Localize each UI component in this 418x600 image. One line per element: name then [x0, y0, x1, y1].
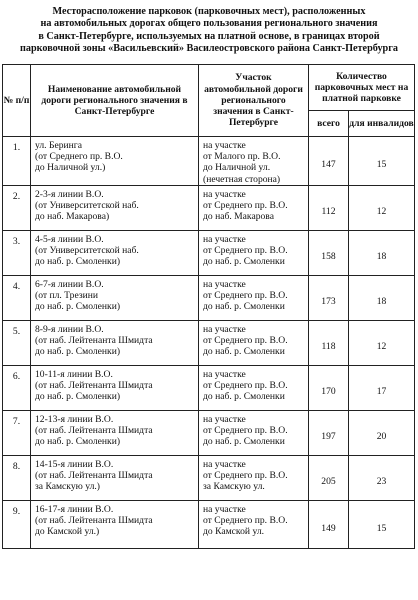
road-name-line: 14-15-я линии В.О. — [35, 458, 114, 470]
road-name-line: ул. Беринга — [35, 140, 82, 151]
road-section — [199, 275, 309, 320]
road-name — [31, 137, 199, 186]
road-section-line: от Среднего пр. В.О. — [203, 515, 288, 527]
document-title — [0, 6, 418, 56]
road-name — [31, 455, 199, 500]
road-section-line: от Среднего пр. В.О. — [203, 470, 288, 482]
row-number: 9. — [3, 500, 31, 548]
row-number: 2. — [3, 185, 31, 230]
road-name — [31, 230, 199, 275]
disabled-spaces: 20 — [349, 410, 415, 455]
road-section-line: (нечетная сторона) — [203, 173, 281, 185]
road-name-line: до наб. р. Смоленки) — [35, 256, 121, 268]
road-name-line: (от пл. Трезини — [35, 290, 99, 302]
title-line: в Санкт-Петербурге, используемых на платной основе, в границах второй — [38, 30, 380, 42]
road-section-line: на участке — [203, 140, 246, 151]
road-name-line: 6-7-я линии В.О. — [35, 278, 104, 290]
road-name — [31, 410, 199, 455]
table-row — [3, 455, 415, 500]
table-row — [3, 230, 415, 275]
road-section-line: за Камскую ул. — [203, 481, 265, 493]
disabled-spaces: 12 — [349, 320, 415, 365]
road-name-line: (от наб. Лейтенанта Шмидта — [35, 380, 153, 392]
road-name-line: 12-13-я линии В.О. — [35, 413, 114, 425]
road-section-line: на участке — [203, 503, 246, 515]
row-number: 5. — [3, 320, 31, 365]
road-name-line: (от наб. Лейтенанта Шмидта — [35, 515, 153, 527]
disabled-spaces: 15 — [349, 500, 415, 548]
road-section — [199, 500, 309, 548]
table-row — [3, 275, 415, 320]
road-section-line: на участке — [203, 188, 246, 200]
header-total: всего — [309, 111, 349, 137]
road-name — [31, 275, 199, 320]
table-row — [3, 137, 415, 186]
road-section-line: до наб. р. Смоленки — [203, 391, 285, 403]
total-spaces: 173 — [309, 275, 349, 320]
road-section — [199, 230, 309, 275]
road-name-line: до наб. р. Смоленки) — [35, 346, 121, 358]
disabled-spaces: 18 — [349, 275, 415, 320]
road-section-line: до Камской ул. — [203, 526, 265, 538]
road-name-line: до Наличной ул.) — [35, 162, 106, 174]
table-row — [3, 410, 415, 455]
row-number: 8. — [3, 455, 31, 500]
road-section-line: от Среднего пр. В.О. — [203, 200, 288, 212]
road-section-line: до наб. р. Смоленки — [203, 346, 285, 358]
road-name-line: (от Среднего пр. В.О. — [35, 151, 123, 163]
disabled-spaces: 12 — [349, 185, 415, 230]
road-section-line: на участке — [203, 278, 246, 290]
road-name-line: (от наб. Лейтенанта Шмидта — [35, 425, 153, 437]
road-name-line: (от Университетской наб. — [35, 200, 139, 212]
road-section — [199, 410, 309, 455]
header-road-section: Участок автомобильной дороги регионального значения в Санкт-Петербурге — [199, 65, 309, 137]
road-name-line: (от наб. Лейтенанта Шмидта — [35, 470, 153, 482]
road-name-line: до наб. р. Смоленки) — [35, 301, 121, 313]
row-number: 3. — [3, 230, 31, 275]
total-spaces: 158 — [309, 230, 349, 275]
header-disabled: для инвалидов — [349, 111, 415, 137]
disabled-spaces: 18 — [349, 230, 415, 275]
total-spaces: 149 — [309, 500, 349, 548]
row-number: 7. — [3, 410, 31, 455]
total-spaces: 112 — [309, 185, 349, 230]
road-name-line: 16-17-я линии В.О. — [35, 503, 114, 515]
total-spaces: 205 — [309, 455, 349, 500]
table-row — [3, 500, 415, 548]
road-name — [31, 365, 199, 410]
road-section — [199, 320, 309, 365]
row-number: 6. — [3, 365, 31, 410]
road-name-line: (от наб. Лейтенанта Шмидта — [35, 335, 153, 347]
title-line: на автомобильных дорогах общего пользования регионального значения — [40, 18, 378, 30]
row-number: 4. — [3, 275, 31, 320]
row-number: 1. — [3, 137, 31, 186]
road-name-line: 2-3-я линии В.О. — [35, 188, 104, 200]
road-section-line: до наб. Макарова — [203, 211, 274, 223]
road-name — [31, 185, 199, 230]
parking-table — [2, 64, 415, 549]
table-row — [3, 365, 415, 410]
header-road-name: Наименование автомобильной дороги регионального значения в Санкт-Петербурге — [31, 65, 199, 137]
road-section — [199, 137, 309, 186]
total-spaces: 147 — [309, 137, 349, 186]
disabled-spaces: 17 — [349, 365, 415, 410]
total-spaces: 118 — [309, 320, 349, 365]
disabled-spaces: 15 — [349, 137, 415, 186]
title-line: Месторасположение парковок (парковочных мест), расположенных — [52, 6, 366, 17]
road-section-line: от Среднего пр. В.О. — [203, 245, 288, 257]
road-section — [199, 185, 309, 230]
road-section-line: от Среднего пр. В.О. — [203, 380, 288, 392]
header-num: № п/п — [3, 65, 31, 137]
road-name-line: 4-5-я линии В.О. — [35, 233, 104, 245]
disabled-spaces: 23 — [349, 455, 415, 500]
road-name — [31, 320, 199, 365]
road-section-line: до наб. р. Смоленки — [203, 256, 285, 268]
road-name-line: до Камской ул.) — [35, 526, 100, 538]
table-row — [3, 185, 415, 230]
header-parking-count: Количество парковочных мест на платной парковке — [309, 65, 415, 111]
road-section — [199, 455, 309, 500]
total-spaces: 170 — [309, 365, 349, 410]
road-section-line: на участке — [203, 413, 246, 425]
road-name-line: до наб. р. Смоленки) — [35, 391, 121, 403]
title-line: парковочной зоны «Васильевский» Василеостровского района Санкт-Петербурга — [20, 43, 398, 55]
road-name-line: (от Университетской наб. — [35, 245, 139, 257]
road-name-line: до наб. Макарова) — [35, 211, 110, 223]
road-section-line: на участке — [203, 323, 246, 335]
road-section-line: до Наличной ул. — [203, 162, 271, 174]
road-section-line: до наб. р. Смоленки — [203, 436, 285, 448]
road-section-line: на участке — [203, 458, 246, 470]
road-name-line: до наб. р. Смоленки) — [35, 436, 121, 448]
road-section-line: до наб. р. Смоленки — [203, 301, 285, 313]
road-section-line: от Среднего пр. В.О. — [203, 335, 288, 347]
total-spaces: 197 — [309, 410, 349, 455]
road-section-line: от Среднего пр. В.О. — [203, 290, 288, 302]
road-section — [199, 365, 309, 410]
road-name-line: за Камскую ул.) — [35, 481, 100, 493]
road-section-line: на участке — [203, 368, 246, 380]
road-section-line: от Среднего пр. В.О. — [203, 425, 288, 437]
road-section-line: от Малого пр. В.О. — [203, 151, 281, 163]
road-name-line: 8-9-я линии В.О. — [35, 323, 104, 335]
road-section-line: на участке — [203, 233, 246, 245]
road-name — [31, 500, 199, 548]
table-row — [3, 320, 415, 365]
road-name-line: 10-11-я линии В.О. — [35, 368, 113, 380]
